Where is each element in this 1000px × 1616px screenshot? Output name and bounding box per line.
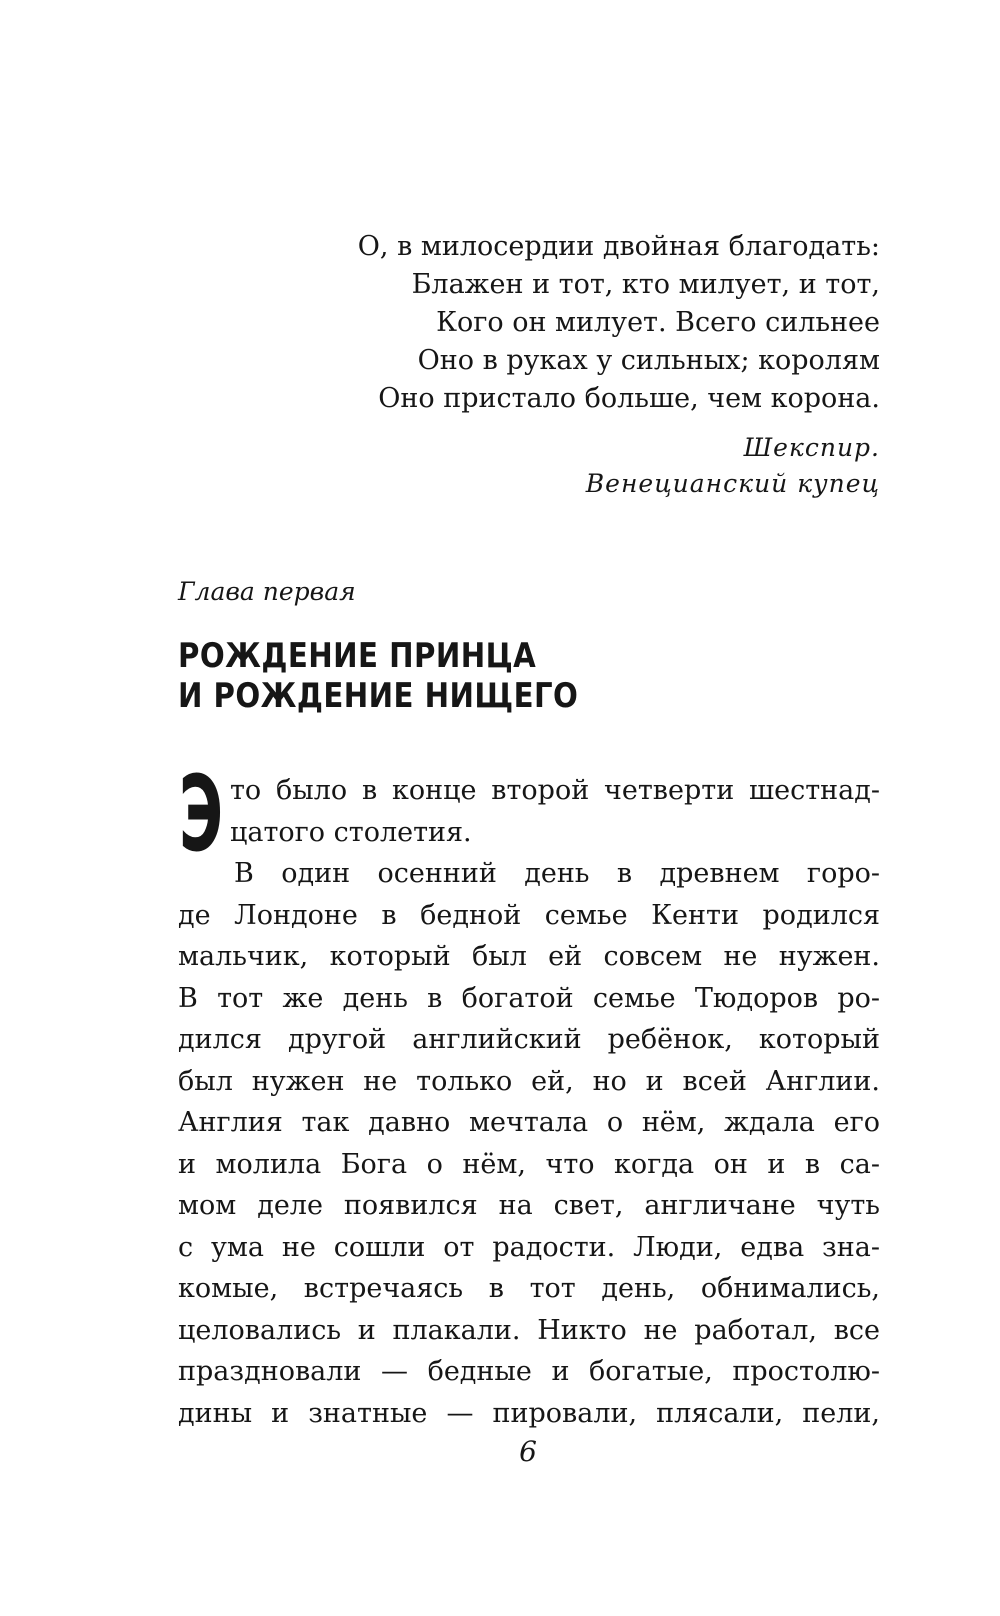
attribution-work: Венецианский купец (585, 469, 880, 498)
chapter-label: Глава первая (178, 577, 356, 606)
body-line: цатого столетия. (230, 816, 472, 848)
epigraph-line: О, в милосердии двойная благодать: (357, 231, 880, 262)
epigraph-line: Кого он милует. Всего сильнее (436, 307, 880, 338)
body-line: целовались и плакали. Никто не работал, все (178, 1314, 880, 1346)
chapter-title-line: И РОЖДЕНИЕ НИЩЕГО (178, 676, 579, 716)
body-line: дился другой английский ребёнок, который (178, 1024, 880, 1055)
body-line: мом деле появился на свет, англичане чуть (178, 1190, 880, 1221)
drop-cap-glyph: Э (179, 753, 223, 875)
body-line: праздновали — бедные и богатые, простолю- (178, 1356, 880, 1387)
body-line: то было в конце второй четверти шестнад- (230, 775, 880, 806)
epigraph-line: Блажен и тот, кто милует, и тот, (411, 269, 880, 300)
body-line: и молила Бога о нём, что когда он и в са- (178, 1148, 880, 1180)
epigraph-line: Оно в руках у сильных; королям (417, 345, 880, 376)
body-text (178, 753, 880, 1434)
body-line: был нужен не только ей, но и всей Англии. (178, 1065, 880, 1097)
body-line: дины и знатные — пировали, плясали, пели, (178, 1397, 880, 1429)
attribution-author: Шекспир. (743, 433, 880, 462)
chapter-title (178, 636, 878, 716)
body-line: де Лондоне в бедной семье Кенти родился (178, 899, 880, 931)
body-line: Англия так давно мечтала о нём, ждала его (178, 1107, 880, 1138)
epigraph (300, 228, 880, 502)
body-line: мальчик, который был ей совсем не нужен. (178, 941, 880, 972)
chapter-title-line: РОЖДЕНИЕ ПРИНЦА (178, 636, 537, 676)
body-line: В один осенний день в древнем горо- (234, 858, 880, 889)
body-line: В тот же день в богатой семье Тюдоров ро- (178, 982, 880, 1014)
page-number: 6 (519, 1435, 537, 1468)
epigraph-attribution (300, 430, 880, 502)
body-line: комые, встречаясь в тот день, обнимались, (178, 1273, 880, 1304)
drop-cap-letter (178, 753, 224, 875)
body-line: с ума не сошли от радости. Люди, едва зна- (178, 1231, 880, 1263)
epigraph-line: Оно пристало больше, чем корона. (378, 383, 880, 414)
